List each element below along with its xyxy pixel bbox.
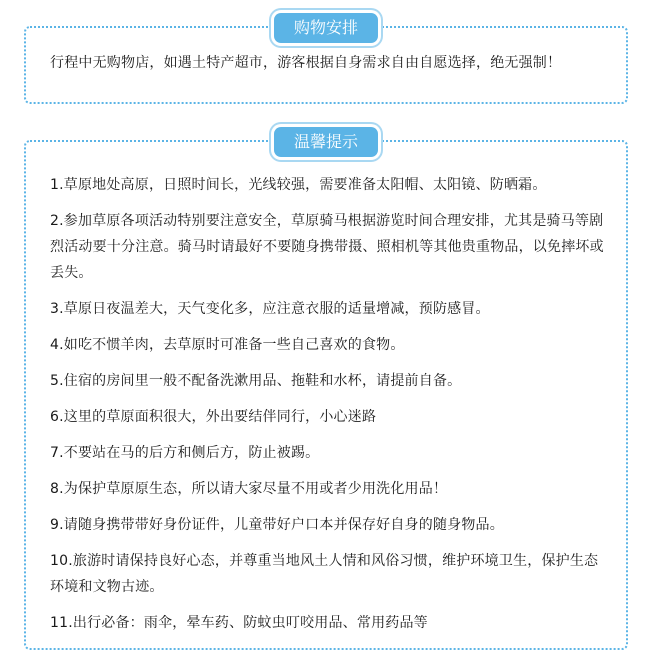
tips-section: [24, 132, 628, 650]
tips-title: 温馨提示: [274, 127, 378, 157]
tip-item: 4.如吃不惯羊肉，去草原时可准备一些自己喜欢的食物。: [50, 337, 405, 353]
tip-item: 3.草原日夜温差大，天气变化多，应注意衣服的适量增减，预防感冒。: [50, 301, 490, 317]
tips-list: [50, 172, 606, 636]
tip-item: 1.草原地处高原，日照时间长，光线较强，需要准备太阳帽、太阳镜、防晒霜。: [50, 177, 547, 193]
shopping-text: 行程中无购物店，如遇土特产超市，游客根据自身需求自由自愿选择，绝无强制！: [50, 55, 562, 71]
tip-item: 8.为保护草原原生态，所以请大家尽量不用或者少用洗化用品！: [50, 481, 448, 497]
tip-item: 11.出行必备：雨伞，晕车药、防蚊虫叮咬用品、常用药品等: [50, 615, 428, 631]
tip-item: 6.这里的草原面积很大，外出要结伴同行，小心迷路: [50, 409, 377, 425]
tip-item: 5.住宿的房间里一般不配备洗漱用品、拖鞋和水杯，请提前自备。: [50, 373, 462, 389]
tip-item: 2.参加草原各项活动特别要注意安全，草原骑马根据游览时间合理安排，尤其是骑马等剧烈活动要十分注意。骑马时请最好不要随身携带摄、照相机等其他贵重物品，以免摔坏或丢失。: [50, 213, 604, 281]
tip-item: 10.旅游时请保持良好心态，并尊重当地风土人情和风俗习惯，维护环境卫生，保护生态环境和文物古迹。: [50, 553, 599, 595]
shopping-title: 购物安排: [274, 13, 378, 43]
tip-item: 9.请随身携带带好身份证件，儿童带好户口本并保存好自身的随身物品。: [50, 517, 504, 533]
shopping-section: [24, 18, 628, 104]
tip-item: 7.不要站在马的后方和侧后方，防止被踢。: [50, 445, 320, 461]
